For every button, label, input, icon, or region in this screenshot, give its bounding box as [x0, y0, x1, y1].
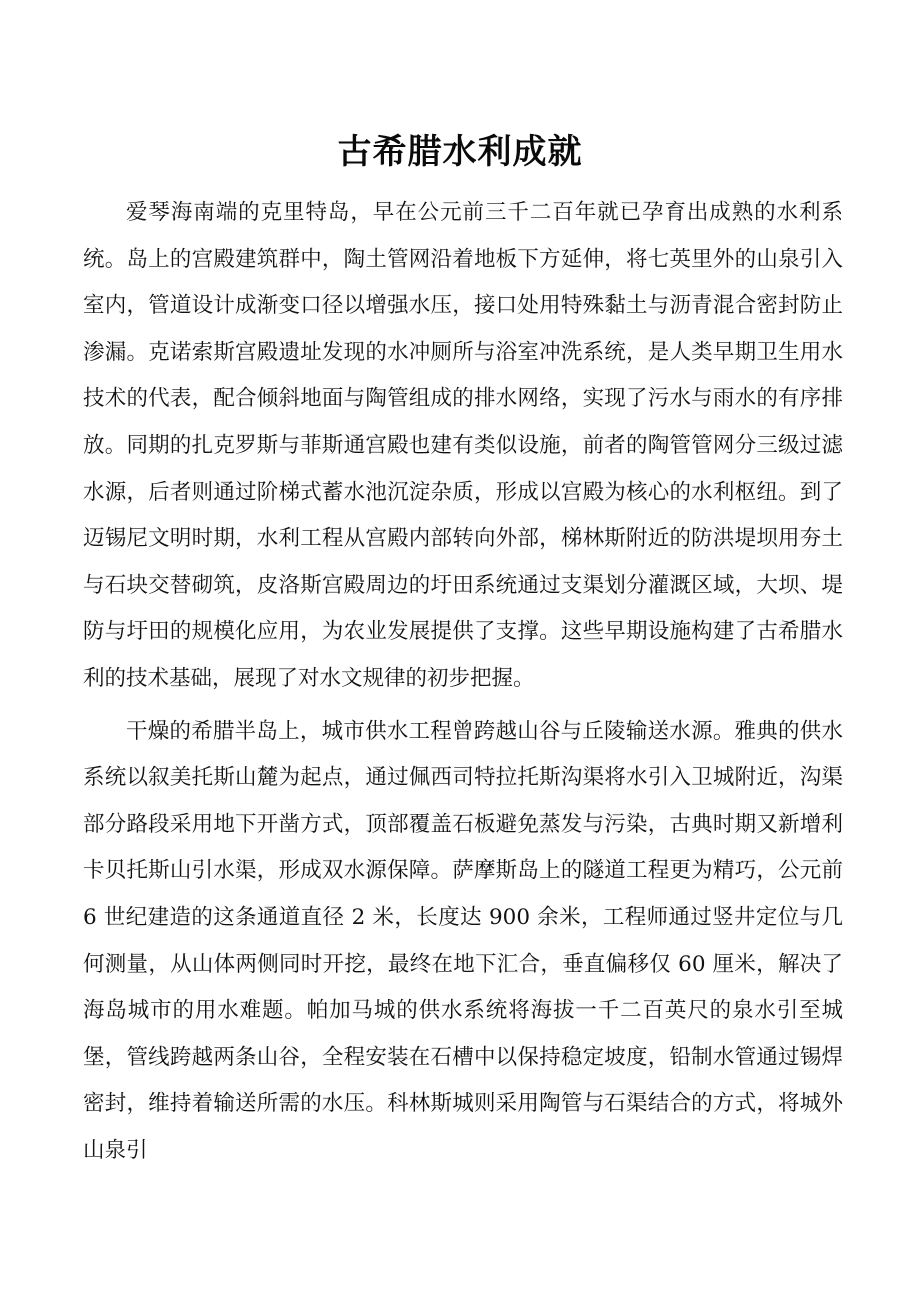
- document-title: 古希腊水利成就: [337, 132, 583, 172]
- document-body: [83, 190, 843, 1180]
- paragraph-minoan-hydraulics: 爱琴海南端的克里特岛，早在公元前三千二百年就已孕育出成熟的水利系统。岛上的宫殿建筑群中，陶土管网沿着地板下方延伸，将七英里外的山泉引入室内，管道设计成渐变口径以增强水压，接口处用特殊黏土与沥青混合密封防止渗漏。克诺索斯宫殿遗址发现的水冲厕所与浴室冲洗系统，是人类早期卫生用水技术的代表，配合倾斜地面与陶管组成的排水网络，实现了污水与雨水的有序排放。同期的扎克罗斯与菲斯通宫殿也建有类似设施，前者的陶管管网分三级过滤水源，后者则通过阶梯式蓄水池沉淀杂质，形成以宫殿为核心的水利枢纽。到了迈锡尼文明时期，水利工程从宫殿内部转向外部，梯林斯附近的防洪堤坝用夯土与石块交替砌筑，皮洛斯宫殿周边的圩田系统通过支渠划分灌溉区域，大坝、堤防与圩田的规模化应用，为农业发展提供了支撑。这些早期设施构建了古希腊水利的技术基础，展现了对水文规律的初步把握。: [83, 200, 843, 691]
- paragraph-city-water-supply: 干燥的希腊半岛上，城市供水工程曾跨越山谷与丘陵输送水源。雅典的供水系统以叙美托斯山麓为起点，通过佩西司特拉托斯沟渠将水引入卫城附近，沟渠部分路段采用地下开凿方式，顶部覆盖石板避免蒸发与污染，古典时期又新增利卡贝托斯山引水渠，形成双水源保障。萨摩斯岛上的隧道工程更为精巧，公元前 6 世纪建造的这条通道直径 2 米，长度达 900 余米，工程师通过竖井定位与几何测量，从山体两侧同时开挖，最终在地下汇合，垂直偏移仅 60 厘米，解决了海岛城市的用水难题。帕加马城的供水系统将海拔一千二百英尺的泉水引至城堡，管线跨越两条山谷，全程安装在石槽中以保持稳定坡度，铅制水管通过锡焊密封，维持着输送所需的水压。科林斯城则采用陶管与石渠结合的方式，将城外山泉引: [83, 718, 843, 1163]
